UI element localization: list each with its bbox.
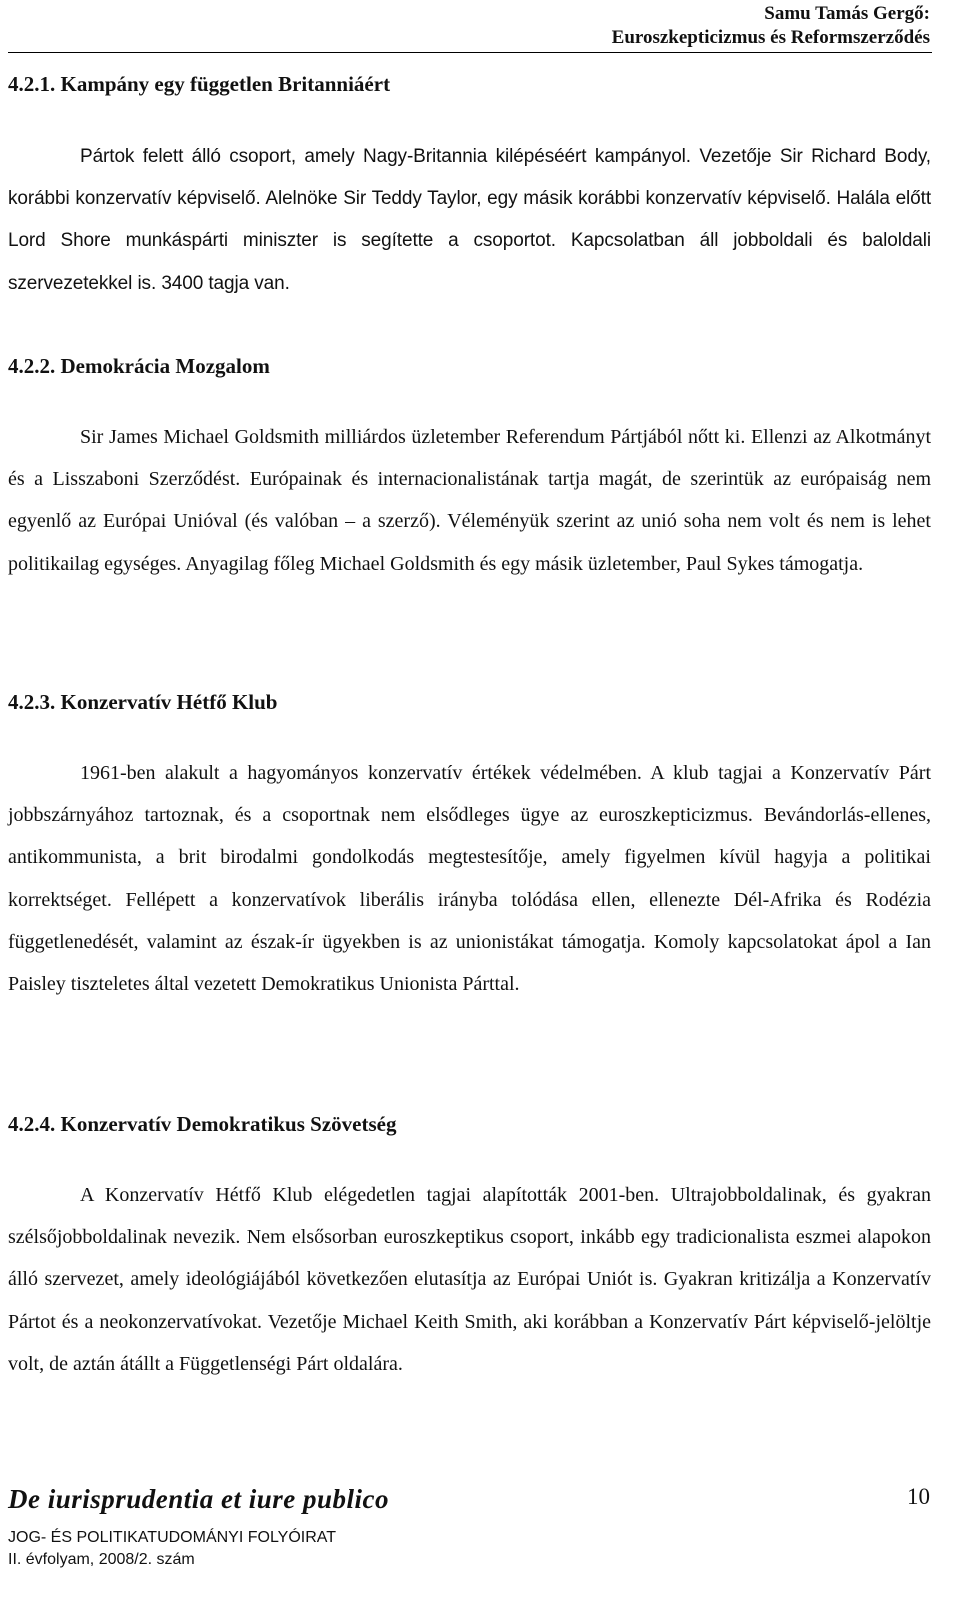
header-rule xyxy=(8,52,932,53)
header-title: Euroszkepticizmus és Reformszerződés xyxy=(611,27,930,48)
section-text-4-2-4: A Konzervatív Hétfő Klub elégedetlen tagjai alapították 2001-ben. Ultrajobboldalinak, és gyakran szélsőjobboldalinak nevezik. Nem elsősorban euroszkeptikus csoport, inkább egy tradicionalista eszmei alapokon álló szervezet, amely ideológiájából következően elutasítja az Európai Uniót is. Gyakran kritizálja a Konzervatív Pártot és a neokonzervatívokat. Vezetője Michael Keith Smith, aki korábban a Konzervatív Párt képviselő-jelöltje volt, de aztán átállt a Függetlenségi Párt oldalára. xyxy=(8,1184,931,1375)
section-heading-4-2-4: 4.2.4. Konzervatív Demokratikus Szövetség xyxy=(8,1112,397,1136)
section-heading-4-2-1: 4.2.1. Kampány egy független Britanniáért xyxy=(8,72,391,96)
section-text-4-2-2: Sir James Michael Goldsmith milliárdos üzletember Referendum Pártjából nőtt ki. Ellenzi az Alkotmányt és a Lisszaboni Szerződést. Európainak és internacionalistának tartja magát, de szerintük az európaiság nem egyenlő az Európai Unióval (és valóban – a szerző). Véleményük szerint az unió soha nem volt és nem is lehet politikailag egységes. Anyagilag főleg Michael Goldsmith és egy másik üzletember, Paul Sykes támogatja. xyxy=(8,426,931,575)
section-heading-4-2-2: 4.2.2. Demokrácia Mozgalom xyxy=(8,354,270,378)
header-author: Samu Tamás Gergő: xyxy=(764,3,930,24)
section-heading-4-2-3: 4.2.3. Konzervatív Hétfő Klub xyxy=(8,690,278,714)
section-text-4-2-1: Pártok felett álló csoport, amely Nagy-Britannia kilépéséért kampányol. Vezetője Sir Richard Body, korábbi konzervatív képviselő. Alelnöke Sir Teddy Taylor, egy másik korábbi konzervatív képviselő. Halála előtt Lord Shore munkáspárti miniszter is segítette a csoportot. Kapcsolatban áll jobboldali és baloldali szervezetekkel is. 3400 tagja van. xyxy=(8,146,931,294)
page-number: 10 xyxy=(907,1484,930,1509)
running-header xyxy=(612,2,930,50)
footer-journal-title: De iurisprudentia et iure publico xyxy=(8,1484,390,1514)
footer-journal-subtitle: JOG- ÉS POLITIKATUDOMÁNYI FOLYÓIRAT xyxy=(8,1529,337,1546)
section-text-4-2-3: 1961-ben alakult a hagyományos konzervatív értékek védelmében. A klub tagjai a Konzervatív Párt jobbszárnyához tartoznak, és a csoportnak nem elsődleges ügye az euroszkepticizmus. Bevándorlás-ellenes, antikommunista, a brit birodalmi gondolkodás megtestesítője, amely figyelmen kívül hagyja a politikai korrektséget. Fellépett a konzervatívok liberális irányba tolódása ellen, ellenezte Dél-Afrika és Rodézia függetlenedését, valamint az észak-ír ügyekben is az unionistákat támogatja. Komoly kapcsolatokat ápol a Ian Paisley tiszteletes által vezetett Demokratikus Unionista Párttal. xyxy=(8,762,931,996)
footer-issue: II. évfolyam, 2008/2. szám xyxy=(8,1551,195,1568)
